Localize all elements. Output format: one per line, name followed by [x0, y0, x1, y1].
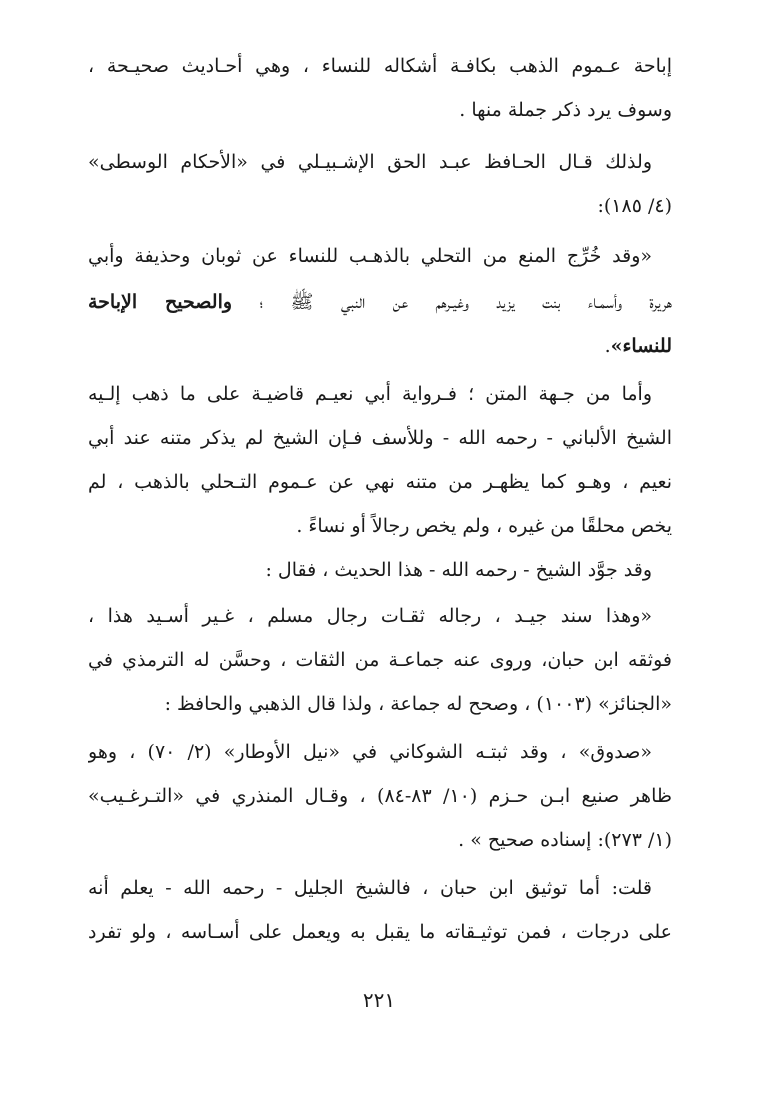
line-text: (٤/ ١٨٥): — [597, 195, 672, 217]
text-line-17 — [88, 774, 672, 818]
text-line-8 — [88, 372, 652, 416]
line-text: (١/ ٢٧٣): إسناده صحيح » . — [458, 829, 672, 851]
line-text: «صدوق» ، وقد ثبتـه الشوكاني في «نيل الأوطار» (٢/ ٧٠) ، وهو — [88, 741, 652, 763]
text-line-20 — [88, 910, 672, 954]
line-text: «وهذا سند جيـد ، رجاله ثقـات رجال مسلم ، غـير أسـيد هذا ، — [88, 605, 652, 627]
text-line-14 — [88, 638, 672, 682]
text-line-11 — [88, 504, 672, 548]
line-text: وقد جوَّد الشيخ - رحمه الله - هذا الحديث ، فقال : — [265, 559, 652, 581]
text-line-19 — [88, 866, 652, 910]
line-text: «الجنائز» (١٠٠٣) ، وصحح له جماعة ، ولذا قال الذهبي والحافظ : — [164, 693, 672, 715]
text-line-13 — [88, 594, 652, 638]
text-line-9 — [88, 416, 672, 460]
text-line-3 — [88, 140, 652, 184]
text-line-5 — [88, 234, 652, 278]
bold-phrase: للنساء» — [610, 335, 672, 357]
line-text: ظاهر صنيع ابـن حـزم (١٠/ ٨٣-٨٤) ، وقـال المنذري في «التـرغـيب» — [88, 785, 672, 807]
bold-phrase: والصحيح الإباحة — [88, 291, 233, 313]
text-line-18 — [88, 818, 672, 862]
text-line-7 — [88, 324, 672, 368]
text-line-10 — [88, 460, 672, 504]
text-line-15 — [88, 682, 672, 726]
line-text: نعيم ، وهـو كما يظهـر من متنه نهي عن عـموم التـحلي بالذهب ، لم — [88, 471, 672, 493]
line-text: يخص محلقًا من غيره ، ولم يخص رجالاً أو نساءً . — [296, 515, 672, 537]
line-text: وسوف يرد ذكر جملة منها . — [459, 99, 672, 121]
line-text: وأما من جـهة المتن ؛ فـرواية أبي نعيـم قاضيـة على ما ذهب إلـيه — [88, 383, 652, 405]
line-text: «وقد خُرِّج المنع من التحلي بالذهـب للنساء عن ثوبان وحذيفة وأبي — [88, 245, 652, 267]
line-text: هريرة وأسمـاء بنت يزيد وغيـرهم عن النبي ﷺ ؛ — [259, 291, 672, 313]
page-number: ٢٢١ — [362, 988, 396, 1012]
line-text: فوثقه ابن حبان، وروى عنه جماعـة من الثقات ، وحسَّن له الترمذي في — [88, 649, 672, 671]
line-text: على درجات ، فمن توثيـقاته ما يقبل به ويعمل على أسـاسه ، ولو تفرد — [88, 921, 672, 943]
text-line-6 — [88, 280, 672, 324]
line-text: قلت: أما توثيق ابن حبان ، فالشيخ الجليل - رحمه الله - يعلم أنه — [88, 877, 652, 899]
line-text: الشيخ الألباني - رحمه الله - وللأسف فـإن الشيخ لم يذكر متنه عند أبي — [88, 427, 672, 449]
document-page — [88, 44, 672, 944]
text-line-4 — [88, 184, 672, 228]
line-text: إباحة عـموم الذهب بكافـة أشكاله للنساء ، وهي أحـاديث صحيـحة ، — [88, 55, 672, 77]
text-line-16 — [88, 730, 652, 774]
text-line-12 — [88, 548, 652, 592]
line-text: ولذلك قـال الحـافظ عبـد الحق الإشـبيـلي في «الأحكام الوسطى» — [88, 151, 652, 173]
text-line-2 — [88, 88, 672, 132]
line-tail: . — [604, 335, 611, 357]
text-line-1 — [88, 44, 672, 88]
